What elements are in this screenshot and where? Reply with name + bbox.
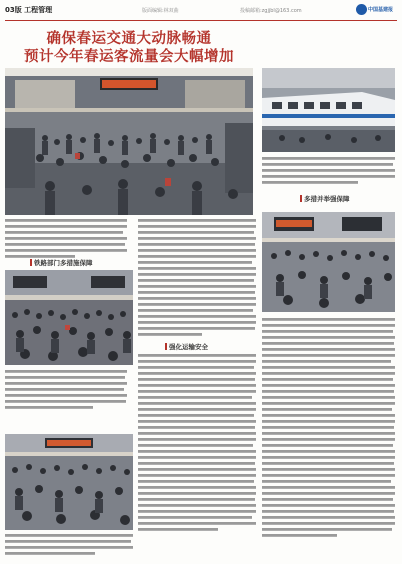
article-headline xyxy=(5,30,253,66)
section-heading-1-text: 铁路部门多措施保障 xyxy=(34,259,93,267)
section-marker xyxy=(165,343,167,350)
newspaper-logo-text: 中国基建报 xyxy=(368,7,394,13)
body-text-left-2 xyxy=(5,370,127,414)
submission-email: 投稿邮箱:zgjjbl@163.com xyxy=(240,8,302,14)
section-marker xyxy=(30,259,32,266)
section-heading-1 xyxy=(30,258,93,267)
waiting-hall-photo xyxy=(5,434,133,530)
body-text-left-3 xyxy=(5,534,133,564)
body-text-left-1 xyxy=(5,219,127,263)
header-rule xyxy=(5,20,397,21)
editor-credit: 版面编辑:林双曲 xyxy=(142,8,179,14)
section-heading-2-text: 强化运输安全 xyxy=(169,343,208,351)
body-text-middle-2 xyxy=(138,354,256,538)
body-text-right-1 xyxy=(262,157,395,193)
body-text-right-2 xyxy=(262,318,395,544)
section-heading-3-text: 多措并举强保障 xyxy=(304,195,350,203)
section-heading-3 xyxy=(300,194,350,203)
section-heading-2 xyxy=(165,342,208,351)
section-marker xyxy=(300,195,302,202)
issue-label: 03版 工程管理 xyxy=(5,6,53,14)
main-photo xyxy=(5,68,253,215)
platform-photo xyxy=(5,270,133,365)
headline-line-1: 确保春运交通大动脉畅通 xyxy=(46,30,212,47)
newspaper-logo-icon xyxy=(356,4,367,15)
body-text-middle-1 xyxy=(138,219,256,343)
ticket-hall-photo xyxy=(262,212,395,312)
train-photo xyxy=(262,68,395,152)
headline-line-2: 预计今年春运客流量会大幅增加 xyxy=(24,48,234,65)
